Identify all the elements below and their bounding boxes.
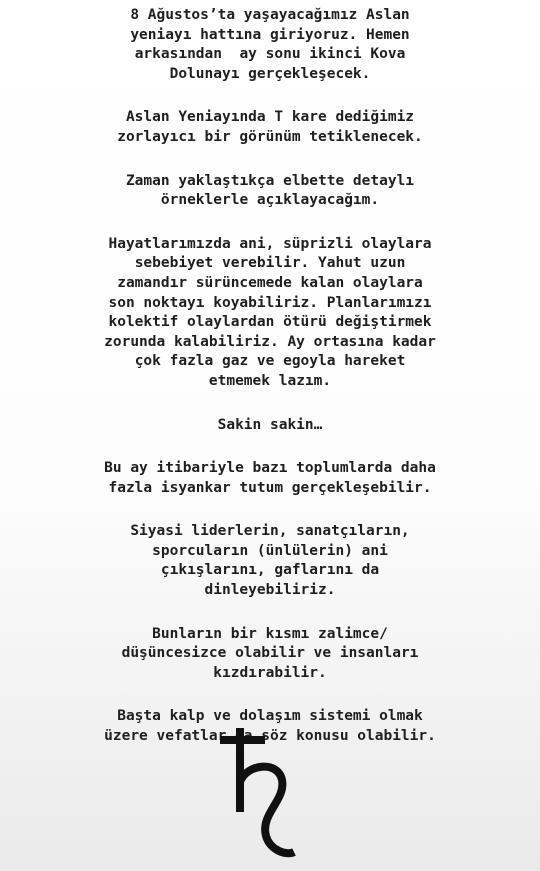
text-line: dinleyebiliriz. <box>204 582 336 599</box>
paragraph-1 <box>0 6 540 84</box>
saturn-symbol-svg <box>210 724 310 864</box>
text-line: üzere vefatlar da söz konusu olabilir. <box>104 728 436 745</box>
paragraph-5 <box>0 416 540 436</box>
text-line: Başta kalp ve dolaşım sistemi olmak <box>117 708 423 725</box>
story-text <box>0 6 540 771</box>
text-line: Bu ay itibariyle bazı toplumlarda daha <box>104 460 436 477</box>
text-line: Siyasi liderlerin, sanatçıların, <box>130 523 410 540</box>
saturn-symbol-icon <box>210 724 310 864</box>
text-line: yeniayı hattına giriyoruz. Hemen <box>130 26 410 43</box>
text-line: düşüncesizce olabilir ve insanları <box>121 645 419 662</box>
text-line: 8 Ağustos’ta yaşayacağımız Aslan <box>130 7 410 23</box>
paragraph-4 <box>0 235 540 392</box>
text-line: sporcuların (ünlülerin) ani <box>152 542 388 559</box>
text-line: zorlayıcı bir görünüm tetiklenecek. <box>117 128 423 145</box>
text-line: örneklerle açıklayacağım. <box>160 192 380 209</box>
paragraph-7 <box>0 522 540 600</box>
text-line: kızdırabilir. <box>213 664 327 681</box>
text-line: etmemek lazım. <box>208 372 332 389</box>
text-line: çıkışlarını, gaflarını da <box>160 562 380 579</box>
text-line: sebebiyet verebilir. Yahut uzun <box>134 255 406 272</box>
text-line: Zaman yaklaştıkça elbette detaylı <box>125 172 415 189</box>
paragraph-8 <box>0 625 540 684</box>
paragraph-3 <box>0 172 540 211</box>
text-line: son noktayı koyabiliriz. Planlarımızı <box>108 294 432 311</box>
text-line: Aslan Yeniayında T kare dediğimiz <box>125 109 415 126</box>
text-line: zorunda kalabiliriz. Ay ortasına kadar <box>104 333 436 350</box>
text-line: zamandır sürüncemede kalan olaylara <box>117 274 423 291</box>
text-line: Dolunayı gerçekleşecek. <box>169 65 371 82</box>
text-line: Sakin sakin… <box>217 416 323 433</box>
text-line: çok fazla gaz ve egoyla hareket <box>134 353 406 370</box>
text-line: arkasından ay sonu ikinci Kova <box>134 46 406 63</box>
text-line: Bunların bir kısmı zalimce/ <box>152 625 388 642</box>
paragraph-6 <box>0 459 540 498</box>
paragraph-2 <box>0 108 540 147</box>
text-line: kolektif olaylardan ötürü değiştirmek <box>108 314 432 331</box>
text-line: fazla isyankar tutum gerçekleşebilir. <box>108 479 432 496</box>
text-line: Hayatlarımızda ani, süprizli olaylara <box>108 235 432 252</box>
